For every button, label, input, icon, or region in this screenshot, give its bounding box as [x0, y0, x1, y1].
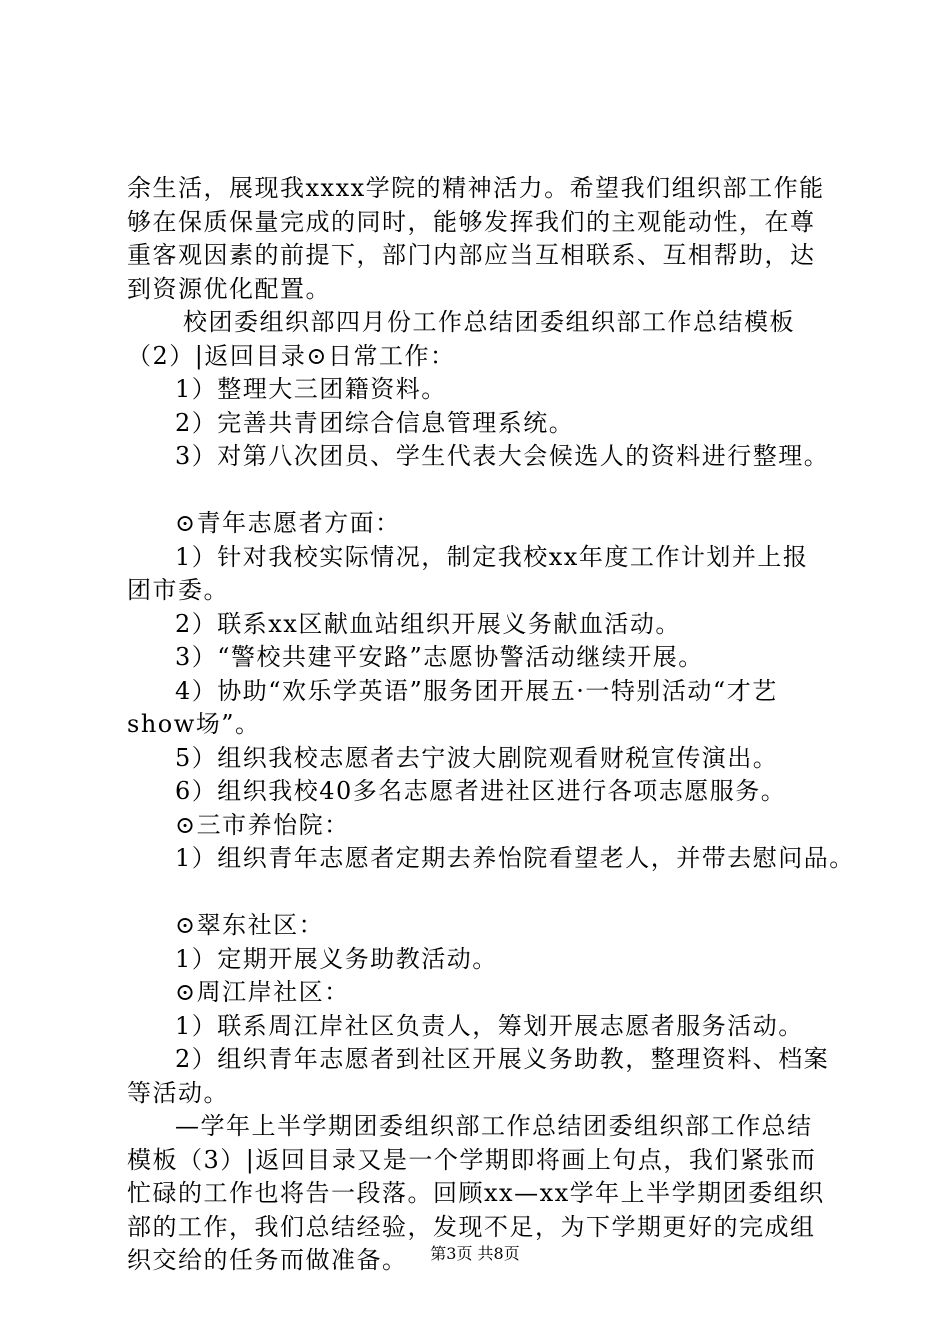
list-item: 1）针对我校实际情况，制定我校xx年度工作计划并上报	[175, 542, 809, 571]
paragraph-line: —学年上半学期团委组织部工作总结团委组织部工作总结	[175, 1112, 813, 1140]
section-heading: 校团委组织部四月份工作总结团委组织部工作总结模板	[183, 308, 795, 336]
subsection-heading: ⊙青年志愿者方面：	[175, 509, 401, 537]
list-item: 4）协助“欢乐学英语”服务团开展五·一特别活动“才艺	[175, 676, 778, 705]
list-item: 2）组织青年志愿者到社区开展义务助教，整理资料、档案	[175, 1045, 830, 1073]
paragraph-line: 余生活，展现我xxxx学院的精神活力。希望我们组织部工作能	[127, 174, 825, 202]
paragraph-line: 织交给的任务而做准备。	[127, 1246, 408, 1274]
paragraph-line: 到资源优化配置。	[127, 274, 331, 303]
list-item: 5）组织我校志愿者去宁波大剧院观看财税宣传演出。	[175, 743, 779, 772]
paragraph-line: 模板（3）|返回目录又是一个学期即将画上句点，我们紧张而	[127, 1145, 817, 1174]
paragraph-line: 部的工作，我们总结经验，发现不足，为下学期更好的完成组	[127, 1212, 816, 1241]
list-item: 3）对第八次团员、学生代表大会候选人的资料进行整理。	[175, 442, 830, 470]
list-item: 1）整理大三团籍资料。	[175, 375, 447, 403]
blank-line	[127, 876, 837, 910]
list-item: 1）定期开展义务助教活动。	[175, 944, 498, 973]
list-item: 1）组织青年志愿者定期去养怡院看望老人，并带去慰问品。	[175, 844, 855, 872]
subsection-heading: ⊙三市养怡院：	[175, 810, 350, 839]
document-body	[127, 172, 855, 1278]
paragraph-line: 够在保质保量完成的同时，能够发挥我们的主观能动性，在尊	[127, 207, 816, 236]
blank-line	[127, 474, 837, 508]
list-item: 2）联系xx区献血站组织开展义务献血活动。	[175, 609, 681, 638]
list-item: 2）完善共青团综合信息管理系统。	[175, 408, 575, 437]
paragraph-line: 重客观因素的前提下，部门内部应当互相联系、互相帮助，达	[127, 241, 816, 269]
subsection-heading: ⊙周江岸社区：	[175, 978, 350, 1006]
list-item: 1）联系周江岸社区负责人，筹划开展志愿者服务活动。	[175, 1011, 804, 1040]
paragraph-line: 忙碌的工作也将告一段落。回顾xx—xx学年上半学期团委组织	[127, 1179, 825, 1207]
page-number-footer: 第3页 共8页	[430, 1244, 520, 1263]
list-item: 6）组织我校40多名志愿者进社区进行各项志愿服务。	[175, 777, 787, 805]
list-item-continuation: show场”。	[127, 710, 261, 738]
list-item-continuation: 等活动。	[127, 1078, 229, 1107]
paragraph-line: （2）|返回目录⊙日常工作：	[127, 341, 456, 370]
list-item: 3）“警校共建平安路”志愿协警活动继续开展。	[175, 643, 704, 671]
subsection-heading: ⊙翠东社区：	[175, 911, 325, 939]
list-item-continuation: 团市委。	[127, 576, 229, 604]
